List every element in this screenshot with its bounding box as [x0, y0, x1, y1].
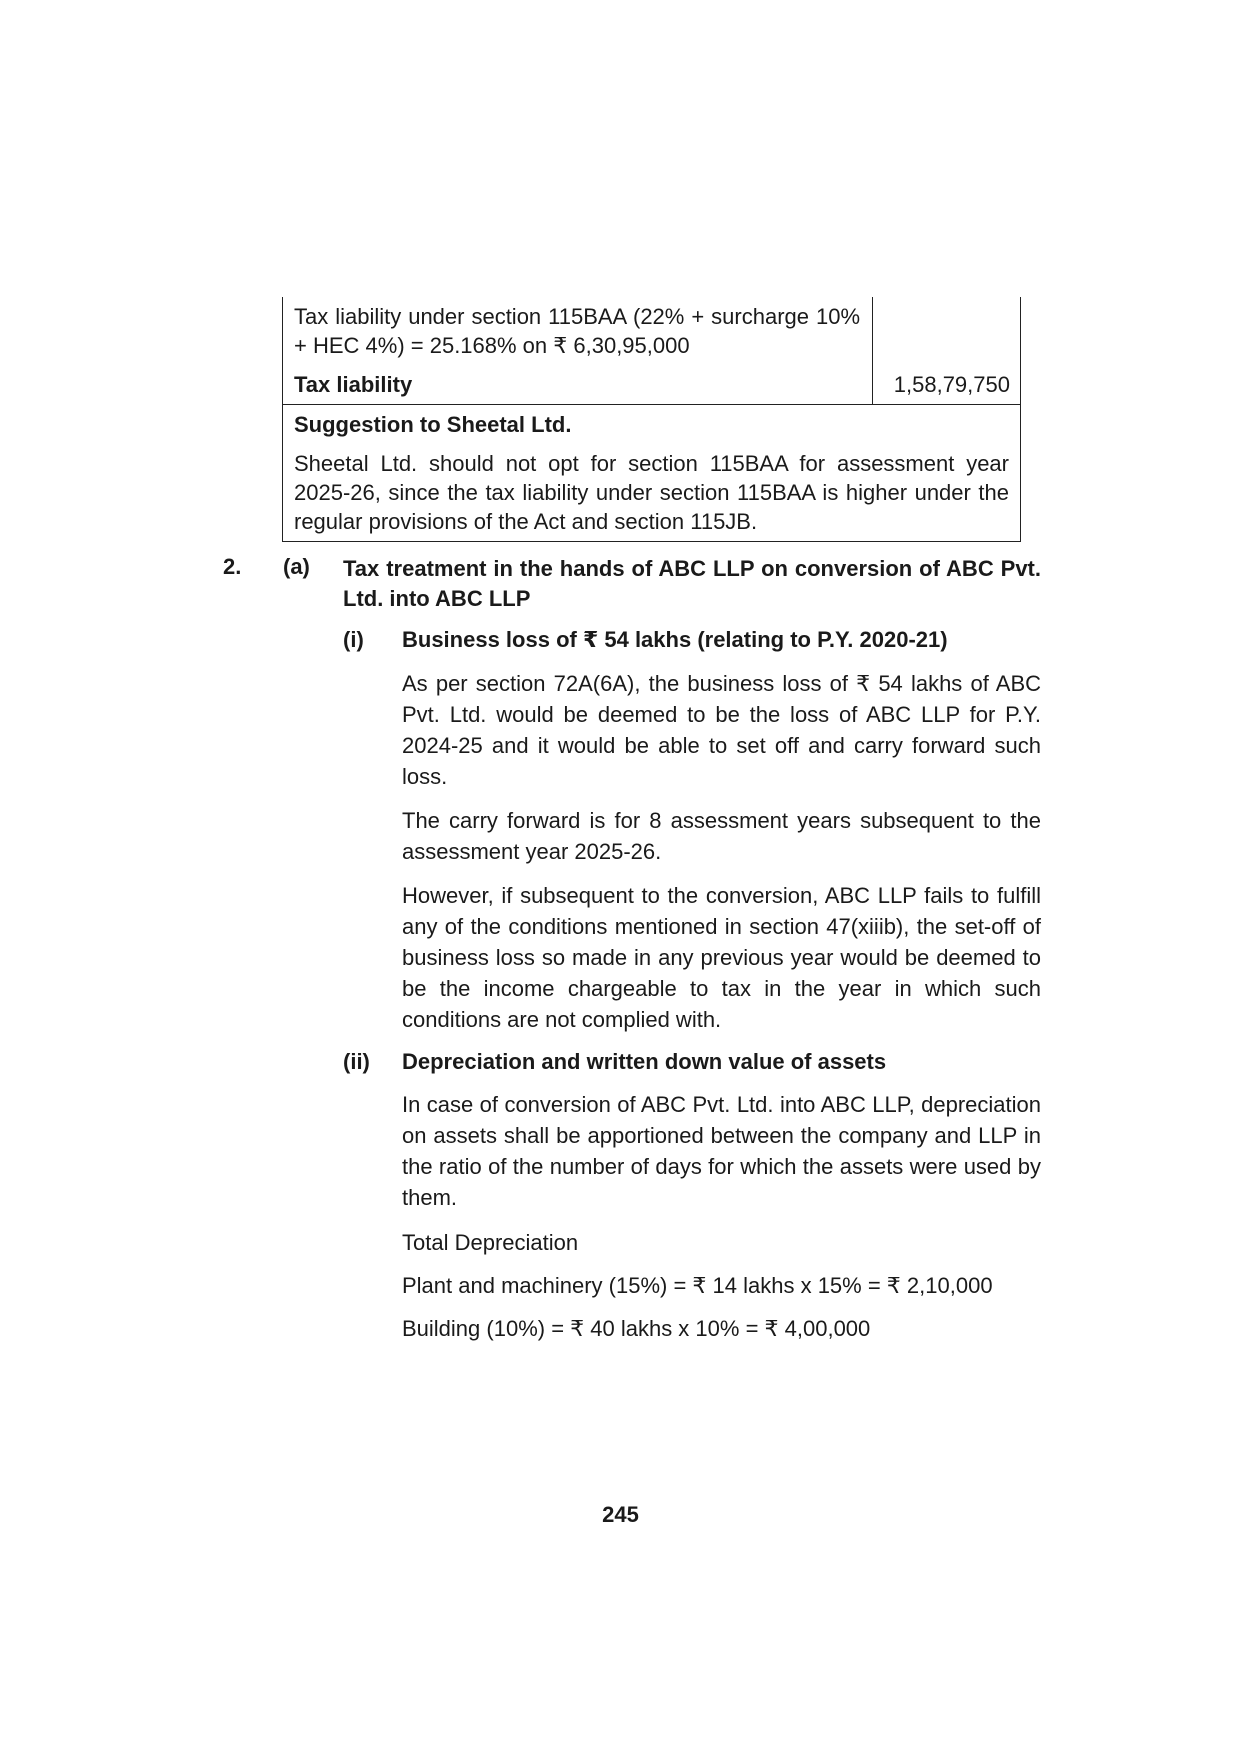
section-ii-title: Depreciation and written down value of assets	[402, 1049, 887, 1074]
section-ii-para-1: In case of conversion of ABC Pvt. Ltd. into ABC LLP, depreciation on assets shall be apportioned between the company and LLP in the ratio of the number of days for which the assets were used by them.	[402, 1092, 1041, 1210]
section-ii-label: (ii)	[343, 1049, 370, 1074]
building-line: Building (10%) = ₹ 40 lakhs x 10% = ₹ 4,00,000	[402, 1316, 871, 1341]
tax-liability-label: Tax liability	[282, 365, 872, 404]
table-row	[282, 297, 1021, 365]
section-i-para-3: However, if subsequent to the conversion, ABC LLP fails to fulfill any of the conditions mentioned in section 47(xiiib), the set-off of business loss so made in any previous year would be deemed to be the income chargeable to tax in the year in which such conditions are not complied with.	[402, 883, 1041, 1032]
section-i-para-2: The carry forward is for 8 assessment years subsequent to the assessment year 2025-26.	[402, 808, 1041, 864]
tax-115baa-description: Tax liability under section 115BAA (22% + surcharge 10% + HEC 4%) = 25.168% on ₹ 6,30,95,000	[282, 297, 872, 365]
section-i-para-1: As per section 72A(6A), the business loss of ₹ 54 lakhs of ABC Pvt. Ltd. would be deemed to be the loss of ABC LLP for P.Y. 2024-25 and it would be able to set off and carry forward such loss.	[402, 671, 1041, 789]
page-number: 245	[602, 1502, 639, 1527]
plant-machinery-line: Plant and machinery (15%) = ₹ 14 lakhs x 15% = ₹ 2,10,000	[402, 1273, 993, 1298]
table-row	[282, 365, 1021, 405]
question-heading: Tax treatment in the hands of ABC LLP on conversion of ABC Pvt. Ltd. into ABC LLP	[343, 556, 1041, 611]
tax-liability-value: 1,58,79,750	[872, 365, 1021, 404]
tax-115baa-value	[872, 297, 1021, 365]
question-number: 2.	[223, 554, 242, 579]
total-depreciation-label: Total Depreciation	[402, 1230, 579, 1255]
section-i-title: Business loss of ₹ 54 lakhs (relating to P.Y. 2020-21)	[402, 627, 948, 652]
table-row	[282, 405, 1021, 444]
question-part: (a)	[283, 554, 310, 579]
suggestion-text: Sheetal Ltd. should not opt for section 115BAA for assessment year 2025-26, since the tax liability under section 115BAA is higher under the regular provisions of the Act and section 115JB.	[282, 444, 1021, 542]
section-i-label: (i)	[343, 627, 364, 652]
tax-table	[282, 297, 1021, 542]
suggestion-heading: Suggestion to Sheetal Ltd.	[282, 405, 1021, 444]
table-row	[282, 444, 1021, 542]
